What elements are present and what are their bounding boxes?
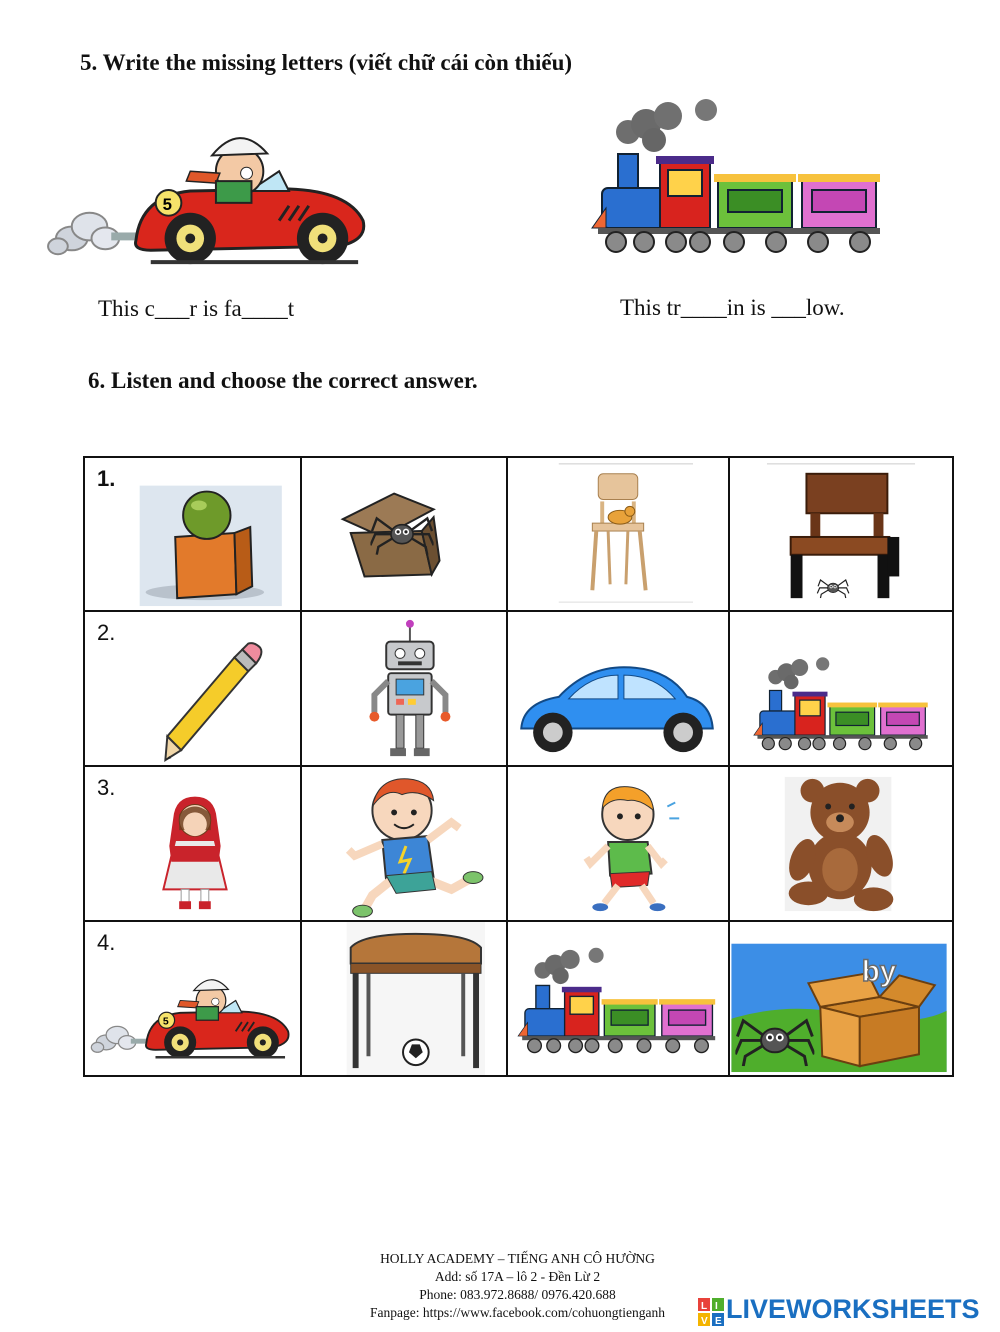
row-number: 2.: [97, 620, 116, 645]
exercise-6-heading: 6. Listen and choose the correct answer.: [88, 368, 478, 393]
spider-in-box-icon: [302, 458, 506, 610]
row-2-option-c[interactable]: [507, 611, 729, 766]
row-2-option-b[interactable]: [301, 611, 507, 766]
row-2-option-d[interactable]: [729, 611, 953, 766]
row-4-option-b[interactable]: [301, 921, 507, 1076]
car-icon: [508, 612, 728, 765]
footer-fanpage: Fanpage: https://www.facebook.com/cohuongtienganh: [370, 1305, 665, 1320]
train-sentence[interactable]: This tr____in is ___low.: [620, 295, 845, 320]
row-number: 3.: [97, 775, 116, 800]
row-4-option-a[interactable]: [84, 921, 301, 1076]
row-4-option-c[interactable]: [507, 921, 729, 1076]
ball-under-table-icon: [302, 922, 506, 1075]
answer-grid: [83, 456, 954, 1077]
row-1-option-b[interactable]: [301, 457, 507, 611]
liveworksheets-logo-icon: [698, 1298, 724, 1326]
logo-letter-l: L: [701, 1301, 708, 1312]
walking-boy-icon: [508, 767, 728, 920]
ball-on-box-icon: [85, 458, 300, 610]
row-3-option-a[interactable]: [84, 766, 301, 921]
brand-name[interactable]: LIVEWORKSHEETS: [726, 1294, 980, 1324]
cat-on-chair-icon: [508, 458, 728, 610]
row-number: 4.: [97, 930, 116, 955]
by-label: by: [861, 955, 897, 989]
racing-car-image: [42, 112, 378, 270]
racing-car-icon: [85, 922, 300, 1075]
footer-academy: HOLLY ACADEMY – TIẾNG ANH CÔ HƯỜNG: [380, 1251, 655, 1266]
exercise-5-heading: 5. Write the missing letters (viết chữ cái còn thiếu): [80, 50, 573, 75]
footer-address: Add: số 17A – lô 2 - Đền Lừ 2: [434, 1269, 601, 1284]
logo-letter-i: I: [715, 1301, 718, 1312]
row-1-option-d[interactable]: [729, 457, 953, 611]
footer-phone: Phone: 083.972.8688/ 0976.420.688: [419, 1287, 616, 1302]
row-3-option-c[interactable]: [507, 766, 729, 921]
row-3-option-b[interactable]: [301, 766, 507, 921]
row-2-option-a[interactable]: [84, 611, 301, 766]
row-4-option-d[interactable]: [729, 921, 953, 1076]
spider-by-box-icon: [730, 922, 952, 1075]
train-image: [588, 96, 888, 266]
footer: [340, 1250, 695, 1322]
running-boy-icon: [302, 767, 506, 920]
row-3-option-d[interactable]: [729, 766, 953, 921]
train-icon: [730, 612, 952, 765]
row-1-option-c[interactable]: [507, 457, 729, 611]
pencil-icon: [85, 612, 300, 765]
robot-icon: [302, 612, 506, 765]
train-icon: [508, 922, 728, 1075]
row-1-option-a[interactable]: [84, 457, 301, 611]
car-sentence[interactable]: This c___r is fa____t: [98, 296, 295, 321]
logo-letter-v: V: [701, 1316, 708, 1326]
logo-letter-e: E: [715, 1316, 722, 1326]
doll-icon: [85, 767, 300, 920]
spider-under-chair-icon: [730, 458, 952, 610]
teddy-bear-icon: [730, 767, 952, 920]
row-number: 1.: [97, 466, 116, 491]
